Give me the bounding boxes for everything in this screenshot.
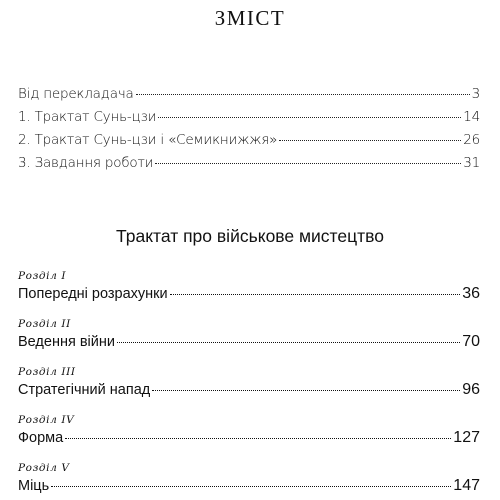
chapter-title: Міць [18, 478, 50, 494]
chapter-number-label: Розділ V [18, 462, 70, 474]
chapter-number-label: Розділ II [18, 318, 71, 330]
toc-entry[interactable] [18, 109, 480, 131]
chapter-page: 127 [453, 429, 480, 446]
section-heading: Трактат про військове мистецтво [116, 226, 384, 246]
chapter-page: 96 [462, 381, 480, 398]
chapter-entry[interactable] [18, 364, 480, 412]
chapter-page: 70 [462, 333, 480, 350]
dot-leader [117, 342, 460, 343]
dot-leader [279, 140, 461, 141]
chapter-entry[interactable] [18, 412, 480, 460]
dot-leader [152, 390, 460, 391]
page-title: ЗМІСТ [214, 6, 286, 30]
chapter-entry[interactable] [18, 268, 480, 316]
chapter-list [18, 268, 480, 500]
toc-entry-page: 26 [463, 132, 480, 148]
chapter-title: Попередні розрахунки [18, 286, 168, 302]
toc-entry-label: 3. Завдання роботи [18, 155, 154, 171]
toc-entry-label: 2. Трактат Сунь-цзи і «Семикнижжя» [18, 132, 278, 148]
dot-leader [65, 438, 451, 439]
toc-entry-page: 31 [463, 155, 480, 171]
toc-entry[interactable] [18, 155, 480, 177]
toc-entry-page: 14 [463, 109, 480, 125]
toc-entry[interactable] [18, 86, 480, 108]
chapter-title: Форма [18, 430, 64, 446]
dot-leader [155, 163, 461, 164]
chapter-title: Ведення війни [18, 334, 115, 350]
chapter-page: 36 [462, 285, 480, 302]
chapter-entry[interactable] [18, 460, 480, 500]
toc-entry[interactable] [18, 132, 480, 154]
toc-entry-page: 3 [471, 86, 480, 102]
dot-leader [158, 117, 461, 118]
chapter-number-label: Розділ IV [18, 414, 75, 426]
dot-leader [170, 294, 461, 295]
toc-entry-label: Від перекладача [18, 86, 134, 102]
dot-leader [51, 486, 451, 487]
chapter-number-label: Розділ III [18, 366, 76, 378]
toc-entry-label: 1. Трактат Сунь-цзи [18, 109, 157, 125]
chapter-page: 147 [453, 477, 480, 494]
chapter-entry[interactable] [18, 316, 480, 364]
dot-leader [136, 94, 470, 95]
chapter-title: Стратегічний напад [18, 382, 151, 398]
chapter-number-label: Розділ I [18, 270, 67, 282]
